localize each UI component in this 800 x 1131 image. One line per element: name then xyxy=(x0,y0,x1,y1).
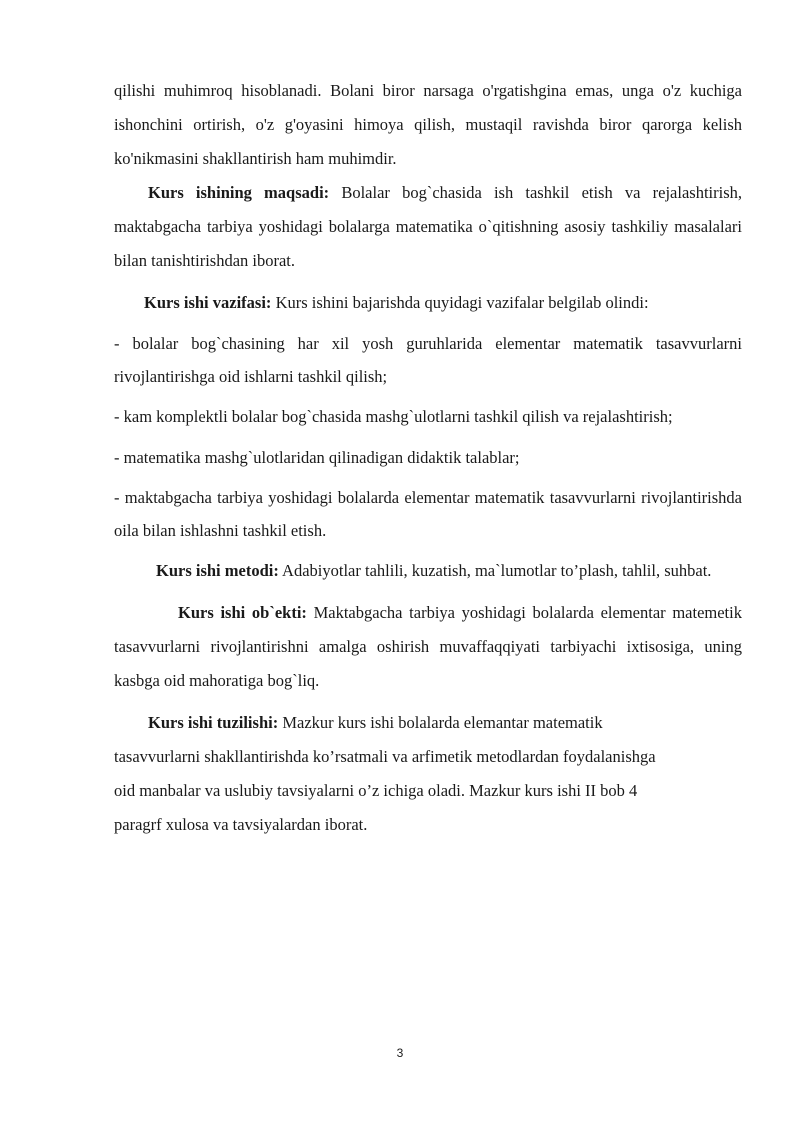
object-paragraph xyxy=(114,596,742,698)
task-item xyxy=(114,442,742,475)
method-label: Kurs ishi metodi: xyxy=(156,561,279,580)
structure-line-1: Mazkur kurs ishi bolalarda elemantar matematik xyxy=(278,712,603,732)
structure-label: Kurs ishi tuzilishi: xyxy=(148,712,279,732)
structure-line-2: tasavvurlarni shakllantirishda ko’rsatmali va arfimetik metodlardan foydalanishga xyxy=(114,746,656,766)
task-item-text: - bolalar bog`chasining har xil yosh guruhlarida elementar matematik tasavvurlarni rivojlantirishga oid ishlarni tashkil qilish; xyxy=(114,334,742,386)
object-text: Maktabgacha tarbiya yoshidagi bolalarda elementar matemetik tasavvurlarni rivojlantirishni amalga oshirish muvaffaqqiyati tarbiyachi ixtisosiga, uning kasbga oid mahoratiga bog`liq. xyxy=(114,602,742,690)
method-paragraph xyxy=(114,555,742,588)
task-item-text: - matematika mashg`ulotlaridan qilinadigan didaktik talablar; xyxy=(114,447,520,467)
tasks-text: Kurs ishini bajarishda quyidagi vazifalar belgilab olindi: xyxy=(271,293,649,312)
task-item xyxy=(114,401,742,434)
task-item-text: - maktabgacha tarbiya yoshidagi bolalarda elementar matematik tasavvurlarni rivojlantirishda oila bilan ishlashni tashkil etish. xyxy=(114,488,742,540)
structure-line-4: paragrf xulosa va tavsiyalardan iborat. xyxy=(114,814,368,834)
task-item xyxy=(114,328,742,393)
goal-text: Bolalar bog`chasida ish tashkil etish va rejalashtirish, maktabgacha tarbiya yoshidagi bolalarga matematika o`qitishning asosiy tashkiliy masalalari bilan tanishtirishdan iborat. xyxy=(114,183,742,270)
page-number: 3 xyxy=(396,1046,404,1060)
structure-line-3: oid manbalar va uslubiy tavsiyalarni o’z ichiga oladi. Mazkur kurs ishi II bob 4 xyxy=(114,780,638,800)
task-item-text: - kam komplektli bolalar bog`chasida mashg`ulotlarni tashkil qilish va rejalashtirish; xyxy=(114,407,673,426)
task-item xyxy=(114,482,742,547)
tasks-paragraph xyxy=(114,286,742,320)
intro-paragraph xyxy=(114,74,742,176)
goal-label: Kurs ishining maqsadi: xyxy=(148,183,330,202)
method-text: Adabiyotlar tahlili, kuzatish, ma`lumotlar to’plash, tahlil, suhbat. xyxy=(278,561,712,580)
intro-text: qilishi muhimroq hisoblanadi. Bolani biror narsaga o'rgatishgina emas, unga o'z kuchiga ishonchini ortirish, o'z g'oyasini himoya qilish, mustaqil ravishda biror qarorga kelish ko'nikmasini shakllantirish ham muhimdir. xyxy=(114,81,742,168)
object-label: Kurs ishi ob`ekti: xyxy=(178,602,307,622)
tasks-label: Kurs ishi vazifasi: xyxy=(144,293,272,312)
goal-paragraph xyxy=(114,176,742,278)
structure-paragraph xyxy=(114,706,742,842)
document-body xyxy=(114,74,742,842)
